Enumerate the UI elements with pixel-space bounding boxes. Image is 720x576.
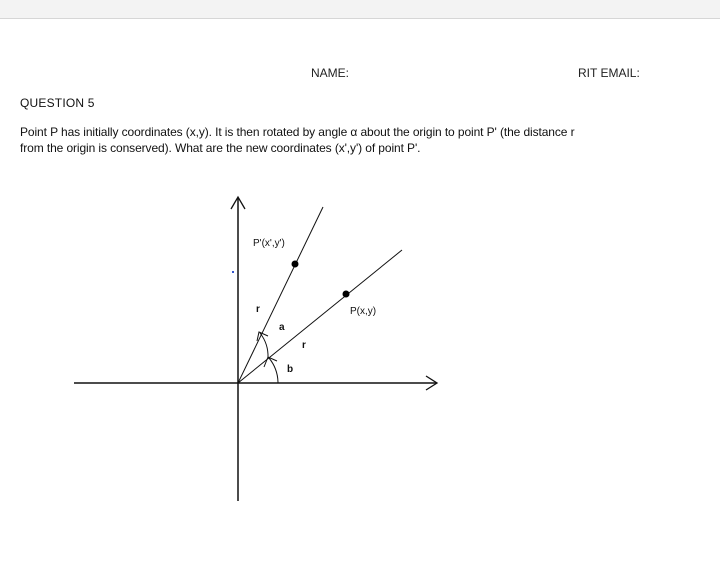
rit-email-label: RIT EMAIL: xyxy=(578,66,640,80)
ray-to-p-prime xyxy=(238,207,323,383)
ray-to-p xyxy=(238,250,402,383)
point-p-prime xyxy=(292,261,299,268)
angle-b-arc xyxy=(269,358,278,383)
angle-a-arc xyxy=(260,333,268,358)
question-line-1: Point P has initially coordinates (x,y). It is then rotated by angle α about the origin to point P' (the distance r xyxy=(20,125,575,139)
name-label: NAME: xyxy=(311,66,350,80)
angle-b-arrowhead xyxy=(264,357,277,367)
label-p: P(x,y) xyxy=(350,306,377,317)
question-line-2: from the origin is conserved). What are the new coordinates (x',y') of point P'. xyxy=(20,141,421,155)
stray-mark xyxy=(232,271,234,273)
label-angle-b: b xyxy=(287,364,294,375)
label-p-prime: P'(x',y') xyxy=(253,238,285,249)
question-title: QUESTION 5 xyxy=(20,96,95,110)
label-r-upper: r xyxy=(256,304,260,315)
label-angle-a: a xyxy=(279,322,285,333)
point-p xyxy=(343,291,350,298)
label-r-lower: r xyxy=(302,340,306,351)
